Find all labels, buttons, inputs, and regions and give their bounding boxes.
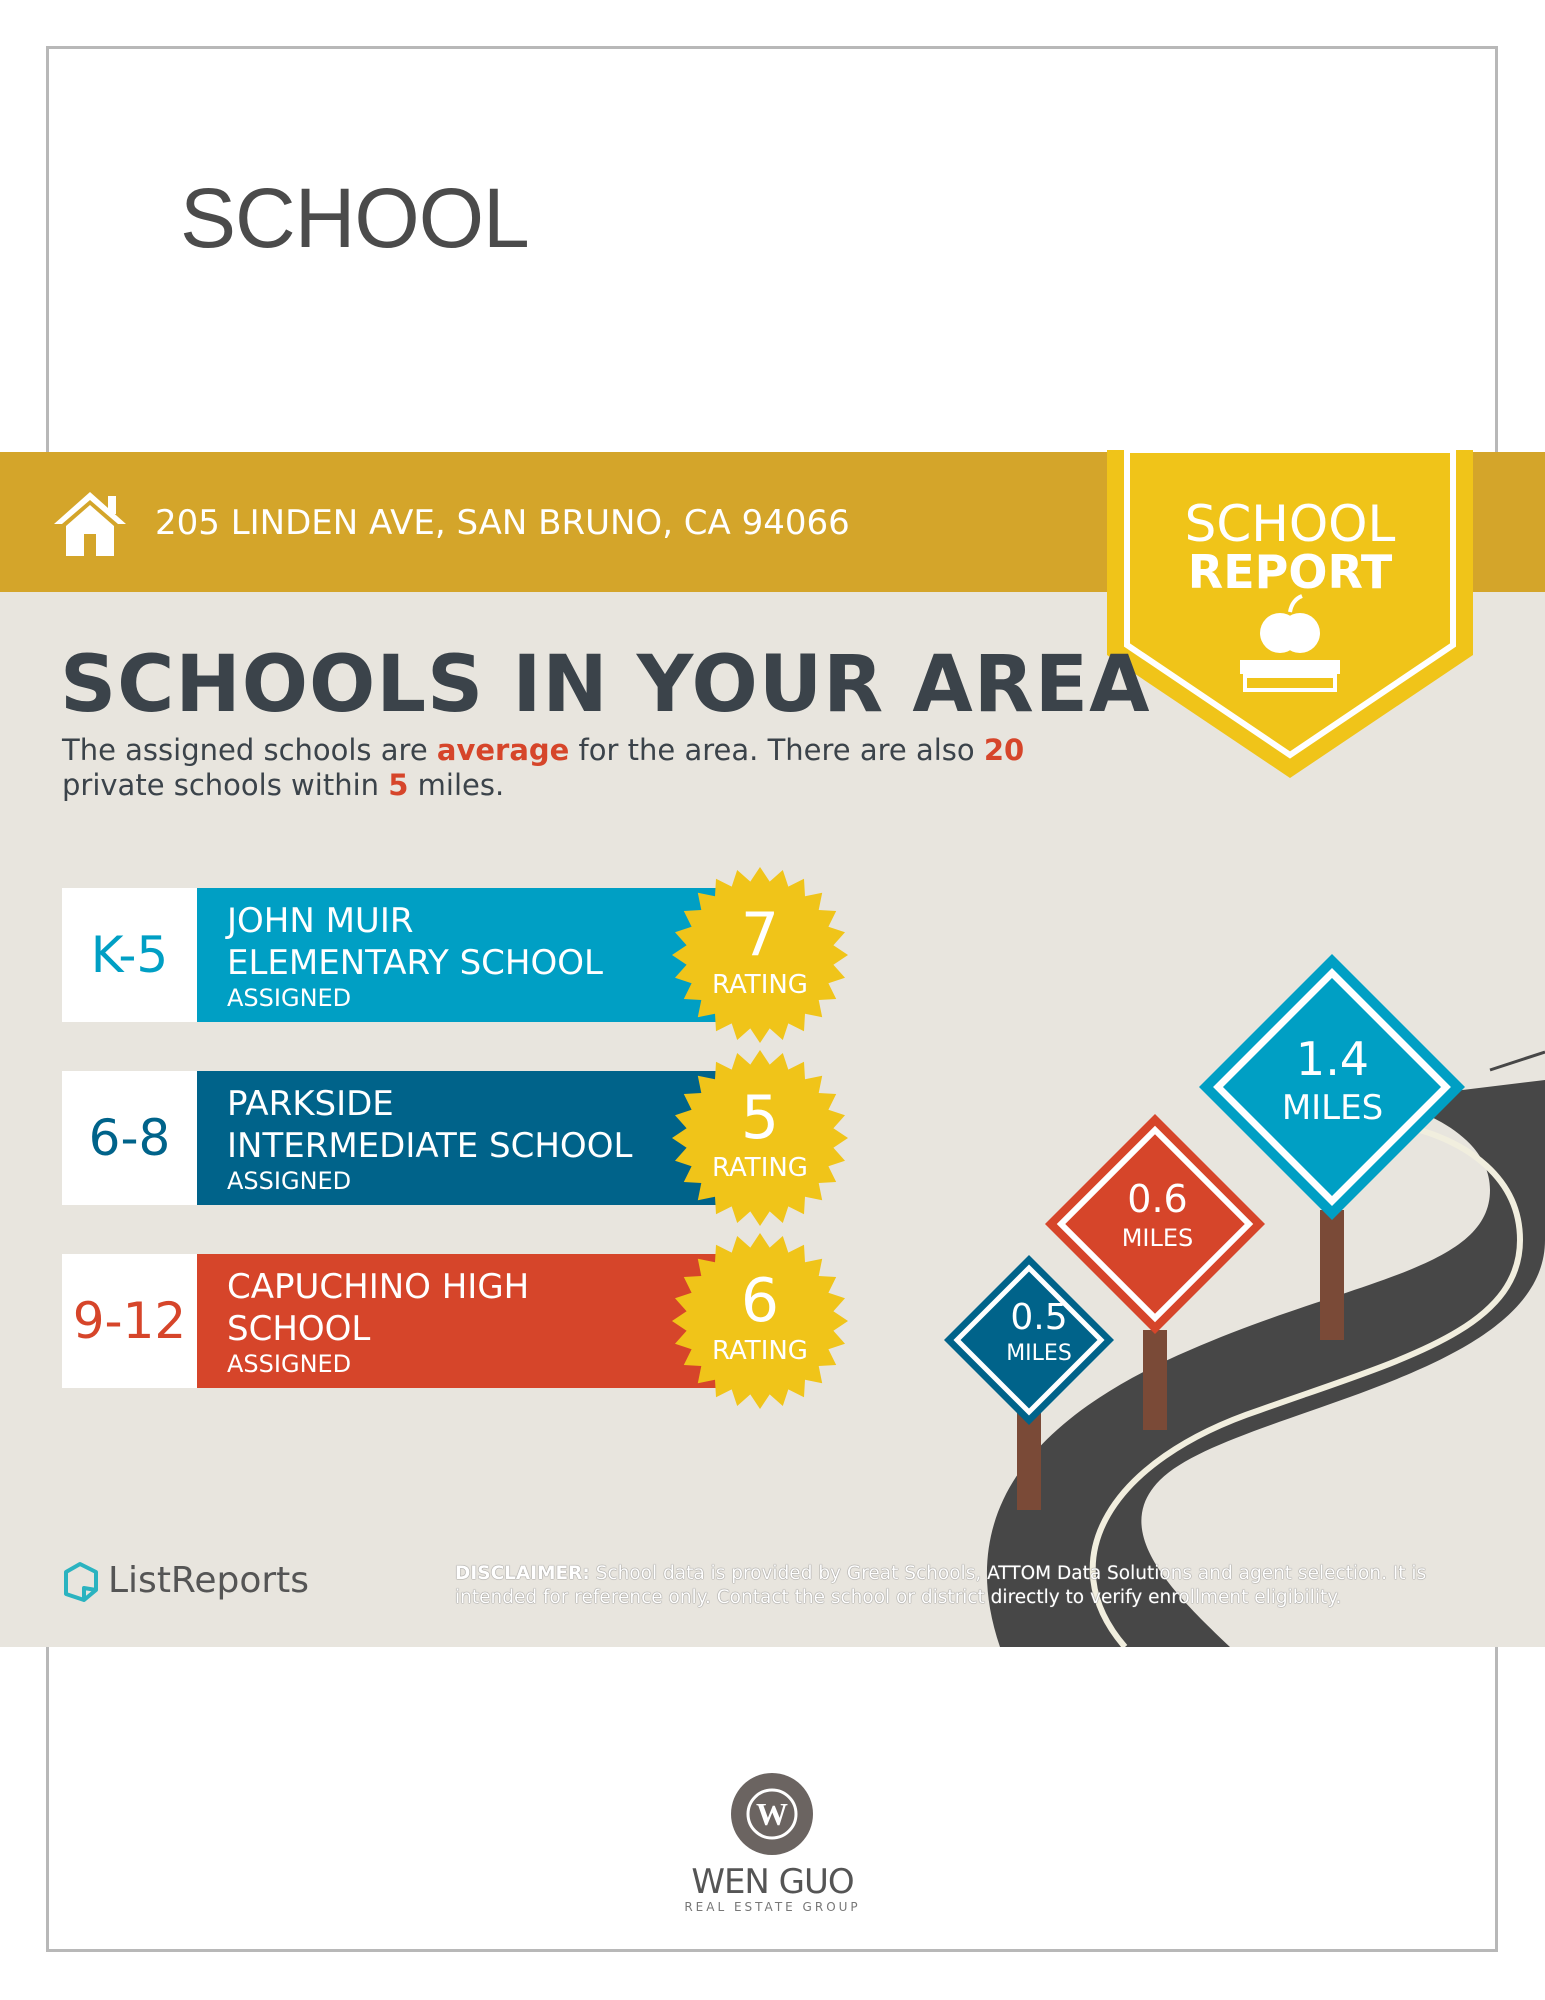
- grade-level: 6-8: [62, 1071, 197, 1205]
- disclaimer-text: School data is provided by Great Schools, ATTOM Data Solutions and agent selection. It is intended for reference only. Contact the school or district directly to verify enrollment eligibility.: [455, 1563, 1427, 1608]
- distance-value: 1.4: [1295, 1032, 1370, 1086]
- rating-label: RATING: [712, 1336, 808, 1366]
- summary-part4: miles.: [408, 768, 505, 802]
- rating-value: 7: [740, 900, 780, 970]
- distance-unit: MILES: [1281, 1088, 1384, 1128]
- rating-label: RATING: [712, 1153, 808, 1183]
- brand-name: ListReports: [108, 1560, 310, 1601]
- home-icon: [52, 488, 128, 558]
- agent-name: WEN GUO: [691, 1862, 854, 1902]
- summary-part1: The assigned schools are: [62, 733, 437, 767]
- disclaimer: [455, 1562, 1490, 1610]
- page-title: SCHOOL: [180, 171, 529, 265]
- school-status: ASSIGNED: [227, 1167, 352, 1195]
- badge-title-line2: REPORT: [1187, 545, 1393, 599]
- agent-logo-initial: W: [756, 1796, 788, 1832]
- summary-text: [62, 733, 1122, 803]
- school-name-line2: ELEMENTARY SCHOOL: [227, 943, 603, 983]
- agent-logo-icon: [730, 1772, 814, 1856]
- school-row-elementary: [62, 888, 742, 1022]
- summary-radius: 5: [388, 768, 409, 802]
- school-status: ASSIGNED: [227, 1350, 352, 1378]
- badge-title-line1: SCHOOL: [1184, 495, 1396, 553]
- distance-value: 0.5: [1010, 1297, 1068, 1338]
- school-row-intermediate: [62, 1071, 742, 1205]
- school-info: [197, 888, 742, 1022]
- grade-level: 9-12: [62, 1254, 197, 1388]
- school-name-line1: CAPUCHINO HIGH: [227, 1267, 530, 1307]
- school-name-line1: JOHN MUIR: [227, 901, 414, 941]
- distance-sign-near: [944, 1255, 1114, 1425]
- distance-unit: MILES: [1121, 1224, 1194, 1252]
- school-name-line2: INTERMEDIATE SCHOOL: [227, 1126, 633, 1166]
- distance-value: 0.6: [1127, 1177, 1188, 1221]
- school-status: ASSIGNED: [227, 984, 352, 1012]
- school-name-line1: PARKSIDE: [227, 1084, 394, 1124]
- road-illustration: [930, 940, 1545, 1647]
- summary-private-count: 20: [983, 733, 1025, 767]
- listreports-logo-icon: [60, 1560, 102, 1604]
- agent-subtitle: REAL ESTATE GROUP: [684, 1900, 861, 1914]
- rating-label: RATING: [712, 970, 808, 1000]
- rating-value: 6: [740, 1266, 780, 1336]
- distance-unit: MILES: [1006, 1341, 1072, 1366]
- disclaimer-label: DISCLAIMER:: [455, 1563, 590, 1584]
- school-info: [197, 1254, 742, 1388]
- school-info: [197, 1071, 742, 1205]
- school-name-line2: SCHOOL: [227, 1309, 371, 1349]
- summary-part2: for the area. There are also: [569, 733, 984, 767]
- distance-sign-far: [1199, 954, 1465, 1220]
- section-heading: SCHOOLS IN YOUR AREA: [60, 640, 1151, 730]
- rating-value: 5: [740, 1083, 780, 1153]
- school-row-high: [62, 1254, 742, 1388]
- property-address: 205 LINDEN AVE, SAN BRUNO, CA 94066: [155, 503, 850, 543]
- summary-part3: private schools within: [62, 768, 389, 802]
- summary-quality: average: [436, 733, 570, 767]
- grade-level: K-5: [62, 888, 197, 1022]
